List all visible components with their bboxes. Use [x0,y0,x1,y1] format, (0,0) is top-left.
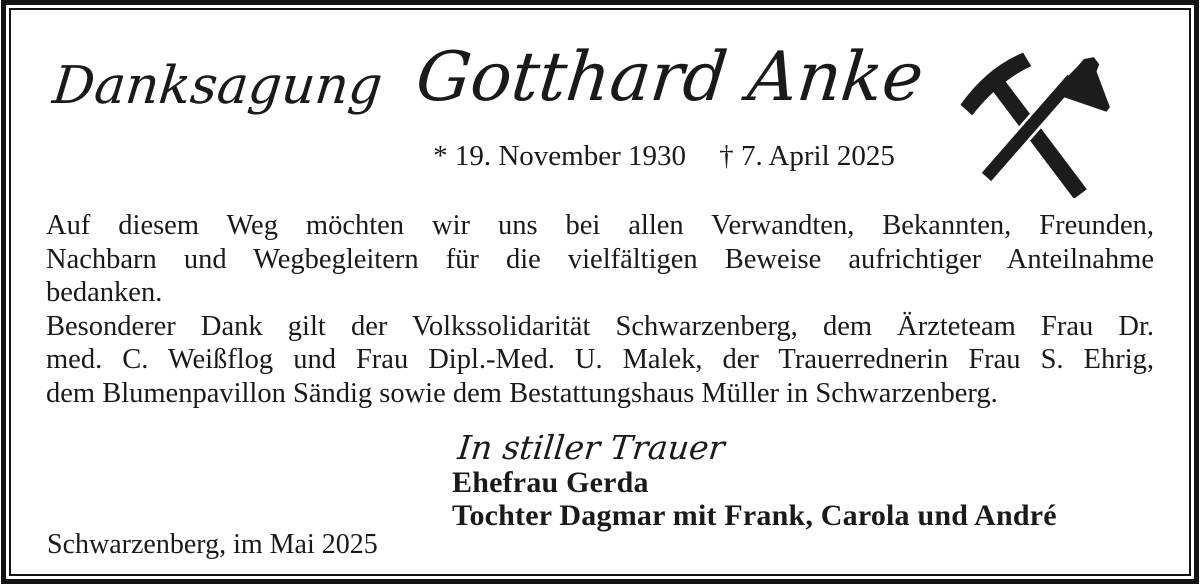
thank-you-text [46,209,1154,410]
birth-date: * 19. November 1930 [433,140,687,172]
closing-phrase: In stiller Trauer [456,428,727,467]
place-date: Schwarzenberg, im Mai 2025 [47,529,378,560]
notice-type-label: Danksagung [49,56,386,116]
mourner-line: Tochter Dagmar mit Frank, Carola und André [452,499,1057,532]
body-line: dem Blumenpavillon Sändig sowie dem Bestattungshaus Müller in Schwarzenberg. [46,377,998,409]
body-line: med. C. Weißflog und Frau Dipl.-Med. U. Malek, der Trauerrednerin Frau S. Ehrig, [46,344,1154,375]
deceased-name: Gotthard Anke [412,38,928,117]
body-line: Besonderer Dank gilt der Volkssolidarität Schwarzenberg, dem Ärzteteam Frau Dr. [46,310,1154,342]
crossed-hammer-and-pick-icon [948,38,1118,198]
mourner-line: Ehefrau Gerda [452,466,649,499]
body-line: Nachbarn und Wegbegleitern für die vielfältigen Beweise aufrichtiger Anteilnahme [46,243,1154,275]
body-line: Auf diesem Weg möchten wir uns bei allen Verwandten, Bekannten, Freunden, [46,210,1154,241]
body-line: bedanken. [46,277,163,308]
death-date: † 7. April 2025 [719,140,895,172]
life-dates [408,140,920,173]
